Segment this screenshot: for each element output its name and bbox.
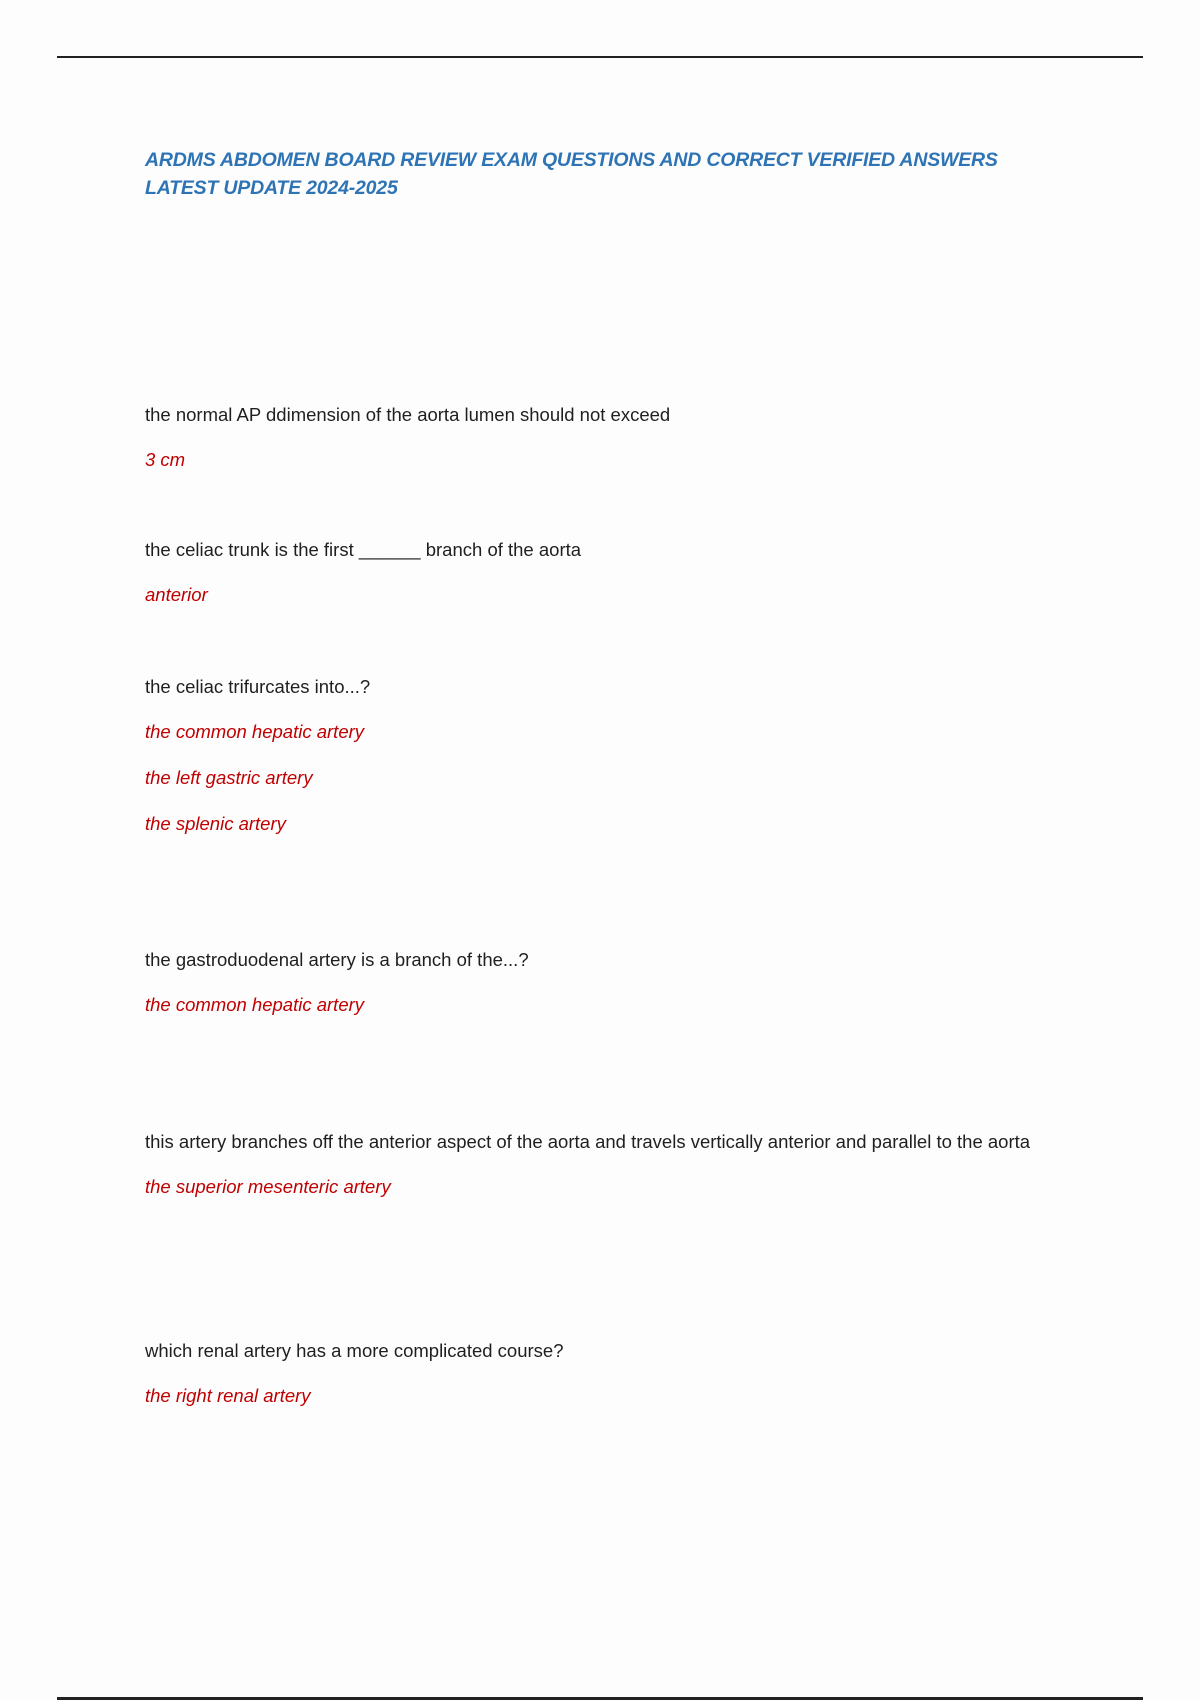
- question-text: the celiac trunk is the first ______ branch of the aorta: [145, 539, 582, 560]
- question-text: the celiac trifurcates into...?: [145, 676, 371, 697]
- qa-item-2: [145, 536, 1105, 609]
- answer-text: the common hepatic artery: [145, 994, 365, 1015]
- answer-text: the splenic artery: [145, 813, 286, 834]
- answer-text: the left gastric artery: [145, 767, 313, 788]
- question-text: the normal AP ddimension of the aorta lumen should not exceed: [145, 404, 671, 425]
- top-rule: [57, 56, 1143, 58]
- qa-item-6: [145, 1337, 1105, 1410]
- answer-text: the superior mesenteric artery: [145, 1176, 391, 1197]
- question-text: the gastroduodenal artery is a branch of the...?: [145, 949, 529, 970]
- qa-item-3: [145, 673, 1105, 838]
- question-text: which renal artery has a more complicated course?: [145, 1340, 564, 1361]
- answer-text: the right renal artery: [145, 1385, 311, 1406]
- answer-text: 3 cm: [145, 449, 186, 470]
- answer-text: anterior: [145, 584, 208, 605]
- document-title: ARDMS ABDOMEN BOARD REVIEW EXAM QUESTIONS AND CORRECT VERIFIED ANSWERS LATEST UPDATE 2024-2025: [145, 149, 998, 199]
- qa-item-4: [145, 946, 1105, 1019]
- qa-item-5: [145, 1128, 1105, 1201]
- qa-item-1: [145, 401, 1105, 474]
- question-text: this artery branches off the anterior aspect of the aorta and travels vertically anterior and parallel to the aorta: [145, 1131, 1031, 1152]
- answer-text: the common hepatic artery: [145, 721, 365, 742]
